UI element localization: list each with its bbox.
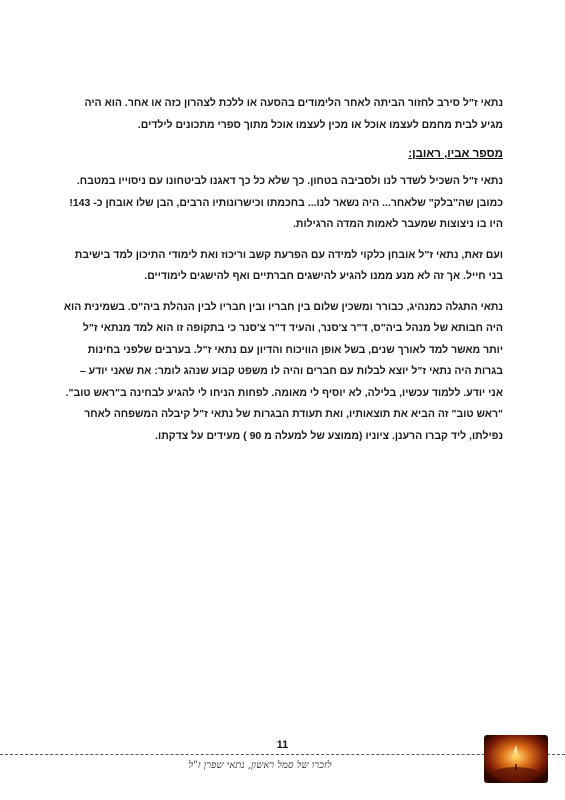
memorial-candle-image: [484, 735, 548, 783]
body-paragraph: ועם זאת, נתאי ז"ל אובחן כלקוי למידה עם הפרעת קשב וריכוז ואת לימודי התיכון למד בישיבת בני חייל. אך זה לא מנע ממנו להגיע להישגים חברתיים ואף להישגים לימודיים.: [74, 248, 503, 282]
body-paragraph: נתאי התגלה כמנהיג, כבורר ומשכין שלום בין חבריו ובין חבריו לבין הנהלת ביה"ס. בשמינית הוא היה חבותא של מנהל ביה"ס, ד"ר צ'סנר, והעיד ד"ר צ'סנר כי בתקופה זו הוא למד מנתאי ז"ל יותר מאשר למד לאורך שנים, בשל אופן הוויכוח והדיון עם נתאי ז"ל. בערבים שלפני בחינות בגרות היה נתאי ז"ל יוצא לבלות עם חברים והיה לו משפט קבוע שנהג לומר: את שאני יודע – אני יודע. ללמוד עכשיו, בלילה, לא יוסיף לי מאומה. לפחות הניחו לי להגיע לבחינה ב"ראש טוב". "ראש טוב" זה הביא את תוצאותיו, ואת תעודת הבגרות של נתאי ז"ל קיבלה המשפחה לאחר נפילתו, ליד קברו הרענן. ציוניו (ממוצע של למעלה מ 90 ) מעידים על צדקתו.: [63, 300, 503, 442]
intro-paragraph: נתאי ז"ל סירב לחזור הביתה לאחר הלימודים בהסעה או ללכת לצהרון כזה או אחר. הוא היה מגיע לבית מחמם לעצמו אוכל או מכין לעצמו אוכל מתוך ספרי מתכונים לילדים.: [84, 97, 503, 131]
footer-divider: [0, 754, 565, 755]
page-body: [63, 93, 503, 456]
page-number: 11: [276, 739, 289, 751]
footer-dedication: לזכרו של סמל ראשון, נתאי שפרן ז"ל: [188, 760, 332, 771]
body-paragraph: נתאי ז"ל השכיל לשדר לנו ולסביבה בטחון. כך שלא כל כך דאגנו לביטחונו עם ניסוייו במטבח. כמובן שה"בלק" שלאחר... היה נשאר לנו... בחכמתו וכישרונותיו הרבים, הבן שלו אובחן כ- 143! היו בו ניצוצות שמעבר לאמות המדה הרגילות.: [69, 175, 503, 230]
section-heading: מספר אביו, ראובן:: [408, 148, 503, 160]
